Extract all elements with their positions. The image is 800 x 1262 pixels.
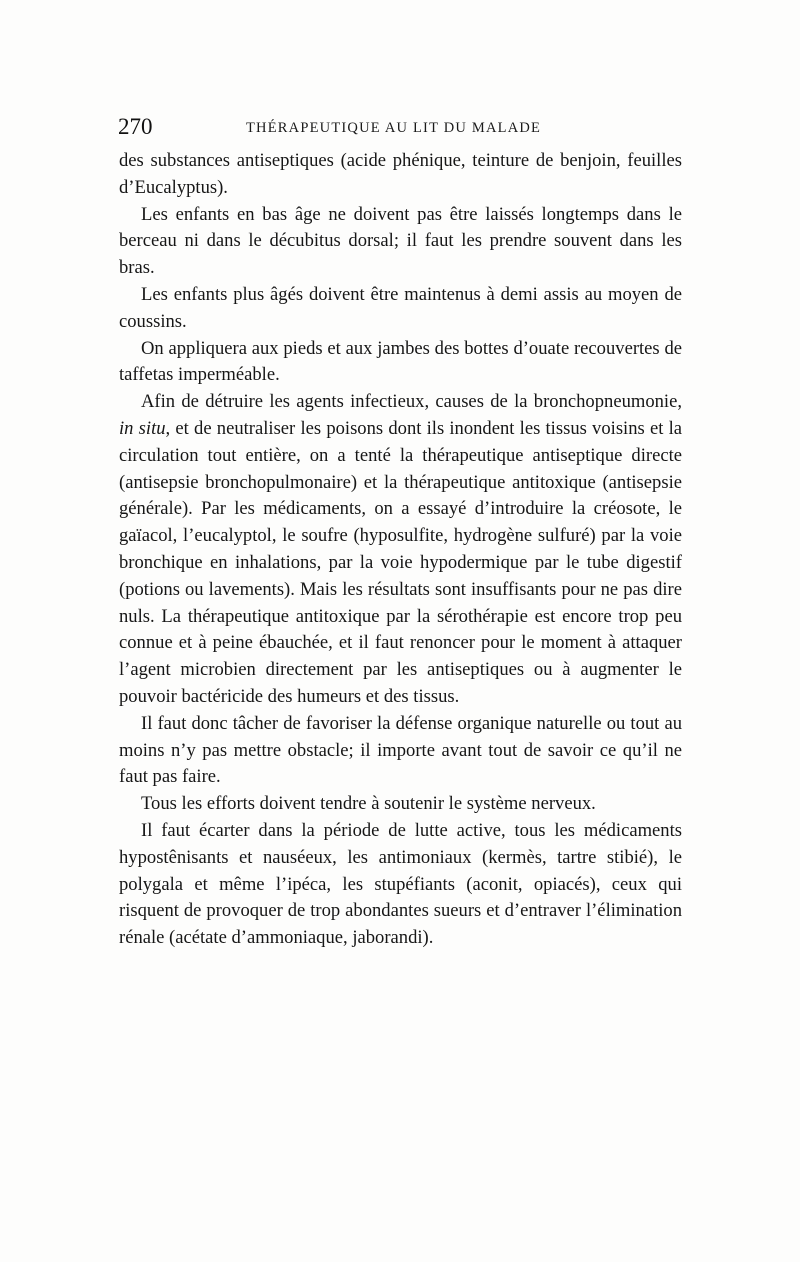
paragraph-4: On appliquera aux pieds et aux jambes des bottes d’ouate recouvertes de taffetas imperméable. <box>119 337 682 386</box>
paragraph-1: des substances antiseptiques (acide phénique, teinture de benjoin, feuilles d’Eucalyptus). <box>119 150 682 198</box>
paragraph-5 <box>119 389 682 711</box>
paragraph-5-text-b: , et de neutraliser les poisons dont ils inondent les tissus voisins et la circulation tout entière, on a tenté la thérapeutique antiseptique directe (antisepsie bronchopulmonaire) et la thérapeutique antitoxique (antisepsie générale). Par les médicaments, on a essayé d’introduire la créosote, le gaïacol, l’eucalyptol, le soufre (hyposulfite, hydrogène sulfuré) par la voie bronchique en inhalations, par la voie hypodermique par le tube digestif (potions ou lavements). Mais les résultats sont insuffisants pour ne pas dire nuls. La thérapeutique antitoxique par la sérothérapie est encore trop peu connue et à peine ébauchée, et il faut renoncer pour le moment à attaquer l’agent microbien directement par les antiseptiques ou à augmenter le pouvoir bactéricide des humeurs et des tissus. <box>119 417 682 707</box>
paragraph-6: Il faut donc tâcher de favoriser la défense organique naturelle ou tout au moins n’y pas mettre obstacle; il importe avant tout de savoir ce qu’il ne faut pas faire. <box>119 712 682 788</box>
paragraph-5-italic: in situ <box>119 417 166 439</box>
body-text <box>119 148 682 952</box>
paragraph-3: Les enfants plus âgés doivent être maintenus à demi assis au moyen de coussins. <box>119 283 682 332</box>
paragraph-2: Les enfants en bas âge ne doivent pas être laissés longtemps dans le berceau ni dans le décubitus dorsal; il faut les prendre souvent dans les bras. <box>119 203 682 279</box>
paragraph-7: Tous les efforts doivent tendre à soutenir le système nerveux. <box>141 793 596 815</box>
paragraph-8: Il faut écarter dans la période de lutte active, tous les médicaments hypostênisants et nauséeux, les antimoniaux (kermès, tartre stibié), le polygala et même l’ipéca, les stupéfiants (aconit, opiacés), ceux qui risquent de provoquer de trop abondantes sueurs et d’entraver l’élimination rénale (acétate d’ammoniaque, jaborandi). <box>119 819 682 949</box>
running-head <box>118 112 684 142</box>
running-title: THÉRAPEUTIQUE AU LIT DU MALADE <box>246 120 542 136</box>
page-number: 270 <box>118 114 153 139</box>
paragraph-5-text-a: Afin de détruire les agents infectieux, causes de la bronchopneumonie, <box>141 391 682 413</box>
